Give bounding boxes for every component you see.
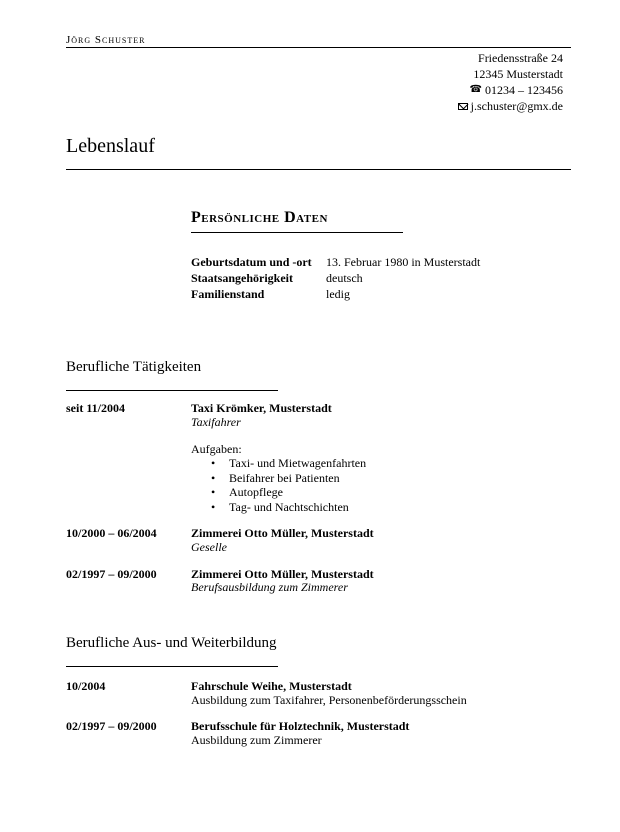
education-date: 10/2004 — [66, 679, 106, 693]
education-date: 02/1997 – 09/2000 — [66, 719, 157, 733]
job-company: Zimmerei Otto Müller, Musterstadt — [191, 526, 374, 540]
job-role: Geselle — [191, 540, 227, 554]
education-institution: Fahrschule Weihe, Musterstadt — [191, 679, 352, 693]
job-date: seit 11/2004 — [66, 401, 125, 415]
list-item: • Tag- und Nachtschichten — [191, 500, 366, 515]
education-detail: Ausbildung zum Taxifahrer, Personenbeförderungsschein — [191, 693, 467, 707]
personal-heading: Persönliche Daten — [191, 209, 328, 226]
education-heading-rule — [66, 666, 278, 667]
job-company: Taxi Krömker, Musterstadt — [191, 401, 332, 415]
list-item: • Autopflege — [191, 485, 366, 500]
address-city: 12345 Musterstadt — [473, 67, 563, 81]
phone-icon: ☎ — [469, 84, 482, 95]
personal-label: Familienstand — [191, 287, 265, 301]
email-icon — [458, 103, 468, 110]
title-rule — [66, 169, 571, 170]
job-company: Zimmerei Otto Müller, Musterstadt — [191, 567, 374, 581]
address-street: Friedensstraße 24 — [478, 51, 563, 65]
education-institution: Berufsschule für Holztechnik, Musterstadt — [191, 719, 410, 733]
list-item: • Beifahrer bei Patienten — [191, 471, 366, 486]
phone-number: 01234 – 123456 — [485, 83, 563, 97]
job-tasks-list — [191, 456, 366, 514]
job-date: 02/1997 – 09/2000 — [66, 567, 157, 581]
header-name: Jörg Schuster — [66, 34, 146, 46]
job-tasks-label: Aufgaben: — [191, 442, 242, 456]
personal-value: ledig — [326, 287, 350, 301]
jobs-heading-rule — [66, 390, 278, 391]
education-heading: Berufliche Aus- und Weiterbildung — [66, 635, 277, 651]
personal-heading-rule — [191, 232, 403, 233]
email-address[interactable]: j.schuster@gmx.de — [470, 99, 563, 113]
page-title: Lebenslauf — [66, 135, 155, 157]
header-rule — [66, 47, 571, 48]
personal-label: Geburtsdatum und -ort — [191, 255, 312, 269]
personal-value: 13. Februar 1980 in Musterstadt — [326, 255, 481, 269]
jobs-heading: Berufliche Tätigkeiten — [66, 359, 202, 375]
list-item: • Taxi- und Mietwagenfahrten — [191, 456, 366, 471]
personal-label: Staatsangehörigkeit — [191, 271, 293, 285]
education-detail: Ausbildung zum Zimmerer — [191, 733, 322, 747]
contact-block — [458, 50, 563, 114]
job-role: Taxifahrer — [191, 415, 241, 429]
personal-value: deutsch — [326, 271, 363, 285]
job-date: 10/2000 – 06/2004 — [66, 526, 157, 540]
job-role: Berufsausbildung zum Zimmerer — [191, 580, 348, 594]
